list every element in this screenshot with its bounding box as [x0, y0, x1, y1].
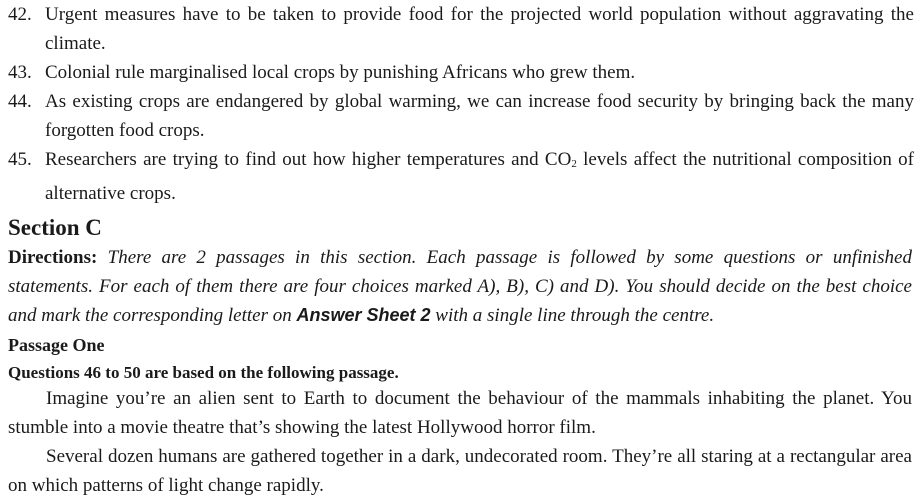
statement-number: 44. — [8, 91, 32, 112]
statement-text: Urgent measures have to be taken to provide food for the projected world population without aggravating the climate. — [45, 4, 914, 54]
passage-paragraph: Several dozen humans are gathered together in a dark, undecorated room. They’re all staring at a rectangular area on which patterns of light change rapidly. — [8, 446, 912, 496]
statement-44 — [8, 87, 914, 145]
statement-text-part: Researchers are trying to find out how higher temperatures and CO — [45, 149, 572, 170]
statement-42 — [8, 0, 914, 58]
statement-45 — [8, 145, 914, 208]
statement-text — [8, 145, 914, 208]
statement-text: As existing crops are endangered by global warming, we can increase food security by bringing back the many forgotten food crops. — [45, 91, 914, 141]
statement-43 — [8, 58, 914, 87]
statement-text-part: levels affect the nutritional composition of alternative crops. — [45, 149, 915, 204]
statement-text: Colonial rule marginalised local crops by punishing Africans who grew them. — [45, 62, 636, 83]
directions-label: Directions: — [8, 247, 98, 268]
questions-heading: Questions 46 to 50 are based on the following passage. — [8, 363, 399, 382]
passage-title: Passage One — [8, 335, 105, 355]
section-title: Section C — [8, 215, 102, 240]
directions-text: with a single line through the centre. — [430, 305, 715, 326]
directions-text: There are 2 passages in this section. Each passage is followed by some questions or unfinished statements. For each of them there are four choices marked A), B), C) and D). You should decide on the best choice and mark the corresponding letter on — [8, 247, 912, 326]
statement-number: 42. — [8, 4, 32, 25]
directions — [8, 243, 912, 330]
subscript: 2 — [571, 158, 577, 170]
passage-paragraph: Imagine you’re an alien sent to Earth to document the behaviour of the mammals inhabiting the planet. You stumble into a movie theatre that’s showing the latest Hollywood horror film. — [8, 388, 912, 438]
answer-sheet-label: Answer Sheet 2 — [296, 305, 431, 325]
statement-number: 43. — [8, 62, 32, 83]
statement-number: 45. — [8, 149, 32, 170]
